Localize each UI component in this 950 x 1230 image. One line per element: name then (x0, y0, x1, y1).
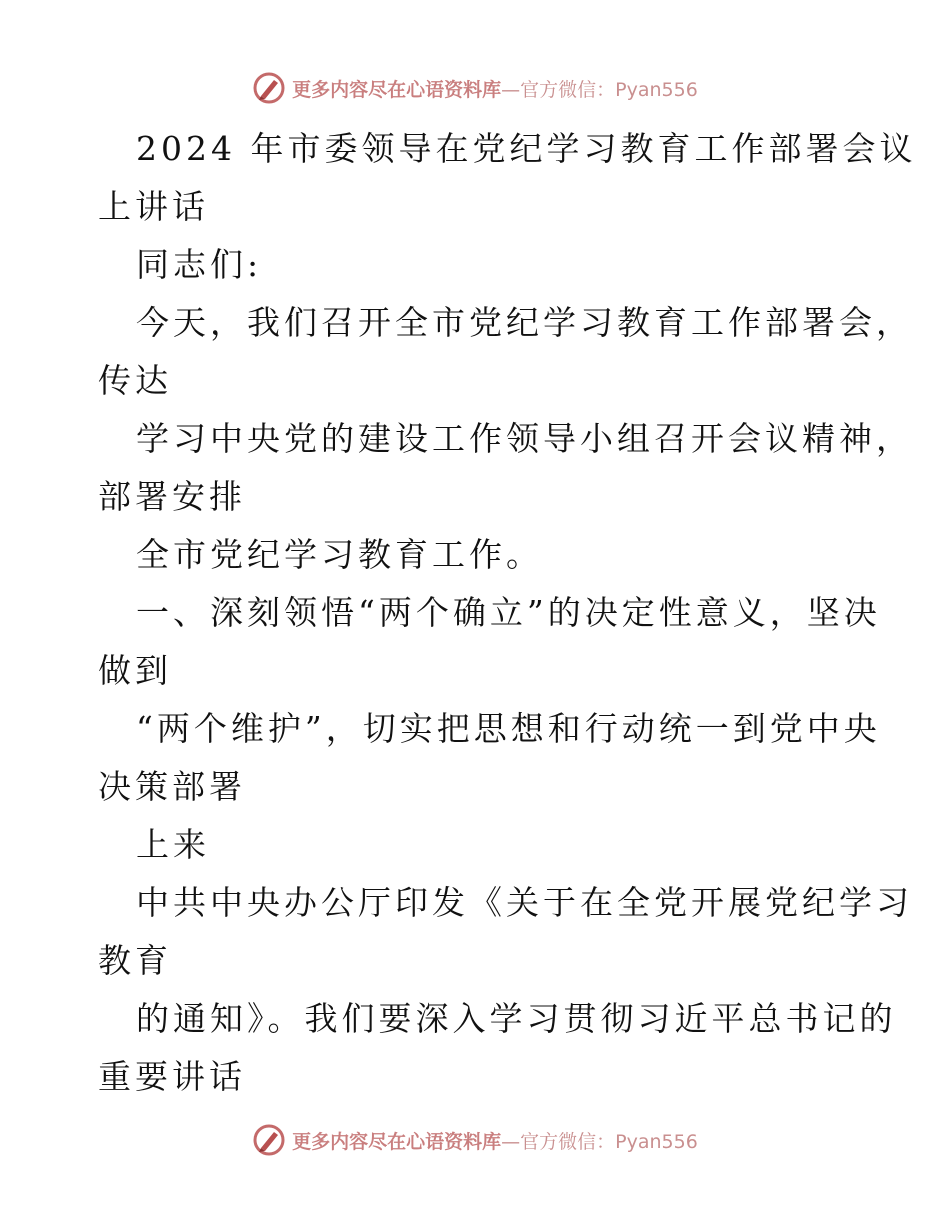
text-line: 全市党纪学习教育工作。 (136, 535, 543, 574)
pen-logo-icon (252, 1123, 286, 1157)
text-line: 上讲话 (98, 187, 209, 226)
text-line: 上来 (136, 825, 210, 864)
text-line: 部署安排 (98, 477, 246, 516)
header-watermark (0, 68, 950, 108)
text-line: 学习中央党的建设工作领导小组召开会议精神， (136, 419, 913, 458)
text-line: 同志们: (136, 245, 263, 284)
watermark-brand: 更多内容尽在心语资料库 (292, 78, 502, 101)
text-line: 2024 年市委领导在党纪学习教育工作部署会议 (136, 129, 917, 168)
text-line: 做到 (98, 651, 172, 690)
text-line: 决策部署 (98, 767, 246, 806)
watermark-contact: —官方微信：Pyan556 (501, 78, 698, 101)
text-line: “两个维护”，切实把思想和行动统一到党中央 (136, 709, 881, 748)
watermark-brand: 更多内容尽在心语资料库 (292, 1130, 502, 1153)
text-line: 今天，我们召开全市党纪学习教育工作部署会， (136, 303, 913, 342)
text-line: 中共中央办公厅印发《关于在全党开展党纪学习 (136, 883, 913, 922)
watermark-contact: —官方微信：Pyan556 (501, 1130, 698, 1153)
text-line: 的通知》。我们要深入学习贯彻习近平总书记的 (136, 999, 897, 1038)
document-body (98, 120, 917, 1106)
text-line: 传达 (98, 361, 172, 400)
text-line: 教育 (98, 941, 172, 980)
watermark-text (292, 75, 698, 102)
text-line: 一、深刻领悟“两个确立”的决定性意义，坚决 (136, 593, 881, 632)
text-line: 重要讲话 (98, 1057, 246, 1096)
pen-logo-icon (252, 71, 286, 105)
footer-watermark (0, 1120, 950, 1160)
watermark-text (292, 1127, 698, 1154)
